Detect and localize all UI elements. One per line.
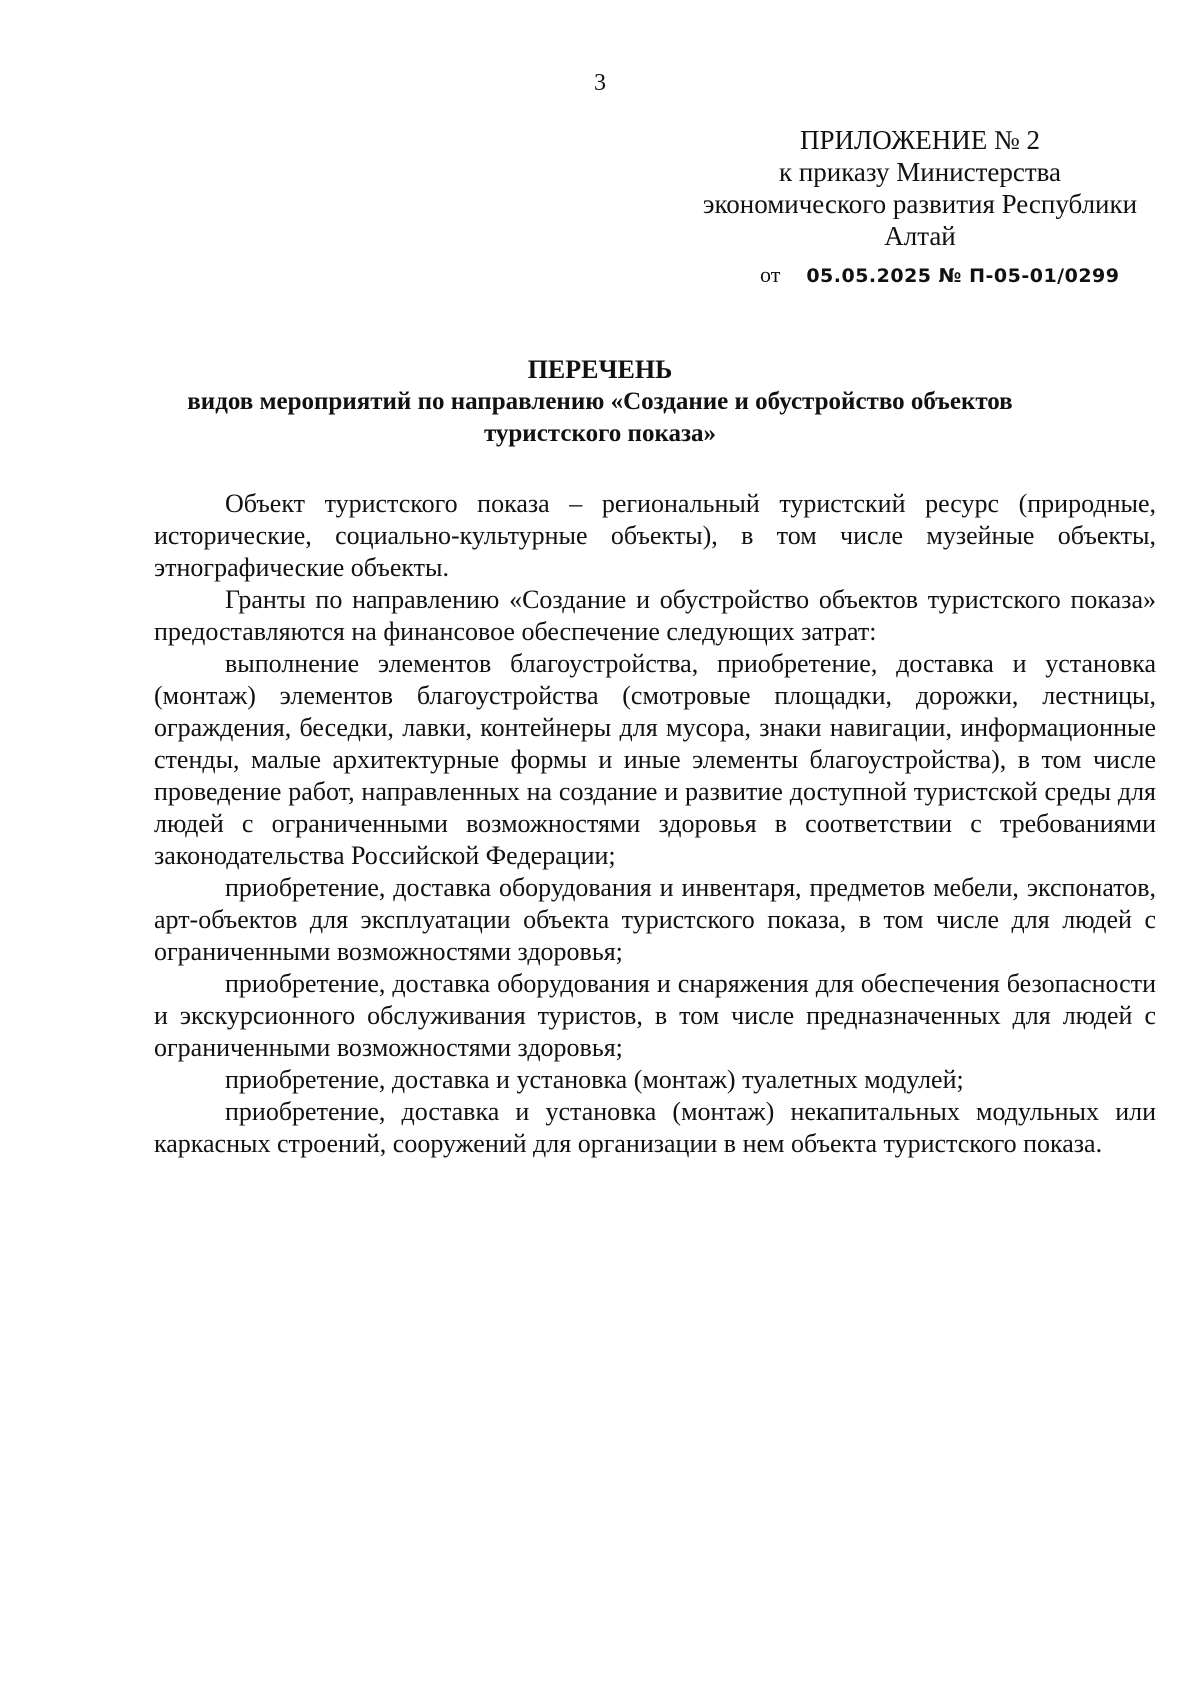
document-subtitle: видов мероприятий по направлению «Создание и обустройство объектов туристского показа»	[187, 388, 1013, 447]
paragraph: приобретение, доставка и установка (монтаж) туалетных модулей;	[225, 1065, 964, 1094]
paragraph: приобретение, доставка оборудования и инвентаря, предметов мебели, экспонатов, арт-объектов для эксплуатации объекта туристского показа, в том числе для людей с ограниченными возможностями здоровья;	[154, 873, 1156, 966]
document-title: ПЕРЕЧЕНЬ	[527, 355, 673, 384]
appendix-line-3: Алтай	[884, 221, 956, 251]
appendix-block	[660, 124, 1180, 252]
document-body	[154, 488, 1156, 1160]
paragraph: приобретение, доставка оборудования и снаряжения для обеспечения безопасности и экскурсионного обслуживания туристов, в том числе предназначенных для людей с ограниченными возможностями здоровья;	[154, 969, 1156, 1062]
appendix-title: ПРИЛОЖЕНИЕ № 2	[799, 125, 1041, 155]
paragraph: приобретение, доставка и установка (монтаж) некапитальных модульных или каркасных строений, сооружений для организации в нем объекта туристского показа.	[154, 1097, 1156, 1158]
paragraph: выполнение элементов благоустройства, приобретение, доставка и установка (монтаж) элементов благоустройства (смотровые площадки, дорожки, лестницы, ограждения, беседки, лавки, контейнеры для мусора, знаки навигации, информационные стенды, малые архитектурные формы и иные элементы благоустройства), в том числе проведение работ, направленных на создание и развитие доступной туристской среды для людей с ограниченными возможностями здоровья в соответствии с требованиями законодательства Российской Федерации;	[154, 649, 1156, 870]
order-from-label: от	[760, 262, 781, 287]
appendix-line-1: к приказу Министерства	[778, 157, 1062, 187]
paragraph: Гранты по направлению «Создание и обустройство объектов туристского показа» предоставляются на финансовое обеспечение следующих затрат:	[154, 585, 1156, 646]
document-heading	[120, 354, 1080, 450]
page-number: 3	[594, 70, 606, 96]
order-number: 05.05.2025 № П-05-01/0299	[806, 265, 1120, 287]
paragraph: Объект туристского показа – региональный туристский ресурс (природные, исторические, социально-культурные объекты), в том числе музейные объекты, этнографические объекты.	[154, 489, 1156, 582]
appendix-line-2: экономического развития Республики	[702, 189, 1138, 219]
order-reference	[760, 262, 1120, 288]
